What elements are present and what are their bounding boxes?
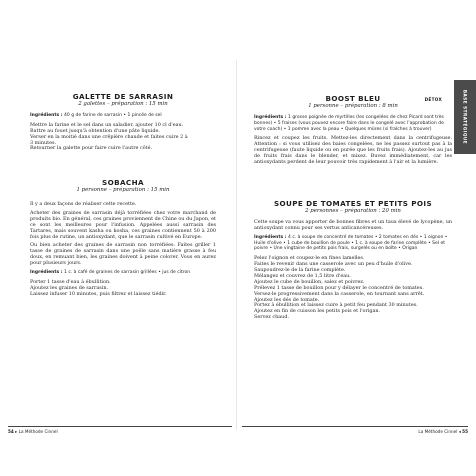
recipe-steps: [30, 123, 216, 153]
step-line: Ajoutez en fin de cuisson les petits pois et l'origan.: [254, 308, 381, 315]
step-line: 3 minutes.: [30, 139, 57, 146]
ingredients-text: 1 grosse poignée de myrtilles (les congelées de chez Picard sont très bonnes) • 5 fraises (vous pouvez encore faire dans le congelé avec l'approbation de votre coach) • 1 pomme avec la peau • Quelques mûres (si fraîches à trouver): [254, 115, 444, 132]
step-line: Saupoudrez-le de la farine complète.: [254, 267, 346, 274]
step-line: Ajoutez les dés de tomate.: [254, 296, 320, 303]
paragraph: Ou bien acheter des graines de sarrasin non torréfiées. Faites griller 1 tasse de graines de sarrasin dans une poêle sans matière grasse à feu doux, en remuant bien, les graines doivent à peine colorer. Vous en aurez pour plusieurs jours.: [30, 242, 216, 267]
recipe-subtitle: 2 galettes – préparation : 15 min: [78, 101, 168, 107]
recipe-soupe-tomates-petits-pois: [254, 199, 452, 324]
footer-separator-icon: ▸: [15, 429, 18, 434]
paragraph: Rincez et coupez les fruits. Mettez-les directement dans la centrifugeuse. Attention : si vous utilisez des baies congelées, ne les passez surtout pas à la centrifugeuse (faute liquide ou en purée que les fruits frais). Ajoutez-les au jus de fruits frais dans le blender, et mixez. Buvez immédiatement, car les antioxydants perdent de leur pouvoir très rapidement à l'air et la lumière.: [254, 135, 452, 166]
recipe-title: BOOST BLEU: [325, 94, 381, 103]
page-number: 55: [462, 429, 468, 434]
step-line: Mélangez et couvrez de 1,5 litre d'eau.: [254, 272, 351, 279]
book-title: La Méthode Cinnel: [18, 429, 58, 434]
recipe-title: SOBACHA: [102, 178, 144, 187]
ingredients-label: Ingrédients :: [254, 234, 287, 240]
paragraph: Cette soupe va vous apporter de bonnes fibres et un taux élevé de lycopène, un antioxydant connu pour ses vertus anticancéreuses.: [254, 219, 452, 231]
recipe-boost-bleu: [254, 94, 452, 169]
page-gutter: [236, 60, 237, 430]
section-header-tag: DÉTOX: [424, 97, 442, 102]
recipe-subtitle: 1 personne – préparation : 15 min: [76, 187, 170, 193]
right-page: [238, 0, 476, 476]
step-line: Servez chaud.: [254, 314, 290, 321]
step-line: Prélevez 1 tasse de bouillon pour y délayer le concentré de tomates.: [254, 284, 424, 291]
step-line: Ajoutez le cube de bouillon, salez et poivrez.: [254, 278, 365, 285]
recipe-title: GALETTE DE SARRASIN: [72, 92, 174, 101]
step-line: Mettre la farine et le sel dans un saladier, ajouter 10 cl d'eau.: [30, 121, 184, 128]
step-line: Battre au fouet jusqu'à obtention d'une pâte liquide.: [30, 127, 160, 134]
recipe-sobacha: [30, 178, 216, 301]
paragraph: Il y a deux façons de réaliser cette recette.: [30, 201, 137, 207]
ingredients-line: [254, 115, 452, 132]
recipe-subtitle: 1 personne – préparation : 8 min: [308, 103, 398, 109]
recipe-subtitle: 2 personnes – préparation : 20 min: [305, 208, 401, 214]
step-line: Retourner la galette pour faire cuire l'autre côté.: [30, 145, 153, 152]
step-line: Versez-le progressivement dans la casserole, en tournant sans arrêt.: [254, 290, 425, 297]
ingredients-line: [254, 235, 452, 252]
recipe-title: SOUPE DE TOMATES ET PETITS POIS: [273, 199, 433, 208]
step-line: Verser en la moitié dans une crêpière chaude et faites cuire 2 à: [30, 133, 188, 140]
ingredients-line: [30, 270, 216, 276]
book-title: La Méthode Cinnel: [418, 429, 458, 434]
ingredients-label: Ingrédients :: [30, 113, 63, 118]
step-line: Porter 1 tasse d'eau à ébullition.: [30, 278, 111, 285]
chapter-side-tab-label: BASE STRATÉGIQUE: [462, 89, 468, 145]
step-line: Portez à ébullition et laissez cuire à petit feu pendant 30 minutes.: [254, 302, 418, 309]
ingredients-text: 1 c. à café de graines de sarrasin grillées • jus de citron: [64, 270, 191, 276]
footer-rule: [8, 426, 232, 427]
footer-separator-icon: ◂: [458, 429, 461, 434]
ingredients-line: [30, 113, 216, 119]
recipe-steps: [254, 256, 452, 321]
step-line: Pelez l'oignon et coupez-le en fines lamelles.: [254, 255, 365, 262]
step-line: Faites le revenir dans une casserole avec un peu d'huile d'olive.: [254, 261, 413, 268]
ingredients-text: 40 g de farine de sarrasin • 1 pincée de sel: [64, 113, 162, 118]
page-number: 54: [8, 429, 14, 434]
footer-right: [418, 429, 468, 435]
step-line: Ajoutez les graines de sarrasin.: [30, 284, 109, 291]
recipe-steps: [30, 280, 216, 298]
ingredients-text: 4 c. à soupe de concentré de tomates • 2 tomates en dés • 1 oignon • Huile d'olive • 1 cube de bouillon de poule • 1 c. à soupe de farine complète • Sel et poivre • Une vingtaine de petits pois frais, surgelés ou en boîte • Origan: [254, 234, 448, 252]
step-line: Laissez infuser 10 minutes, puis filtrez et laissez tiédir.: [30, 290, 167, 297]
paragraph: Acheter des graines de sarrasin déjà torréfiées chez votre marchand de produits bio. En général, ces graines proviennent de Chine ou du Japon, et ce sont les meilleures pour l'infusion. Appelées aussi sarrasin des Tartares, mais souvent kasha ou kosha, ces graines contiennent 50 à 200 fois plus de rutine, un antioxydant, que le sarrasin cultivé en Europe.: [30, 209, 216, 240]
recipe-galette-de-sarrasin: [30, 92, 216, 155]
footer-left: [8, 429, 58, 435]
left-page: [0, 0, 236, 476]
ingredients-label: Ingrédients :: [254, 115, 287, 120]
ingredients-label: Ingrédients :: [30, 270, 63, 276]
footer-rule: [242, 426, 468, 427]
chapter-side-tab: [454, 80, 476, 154]
